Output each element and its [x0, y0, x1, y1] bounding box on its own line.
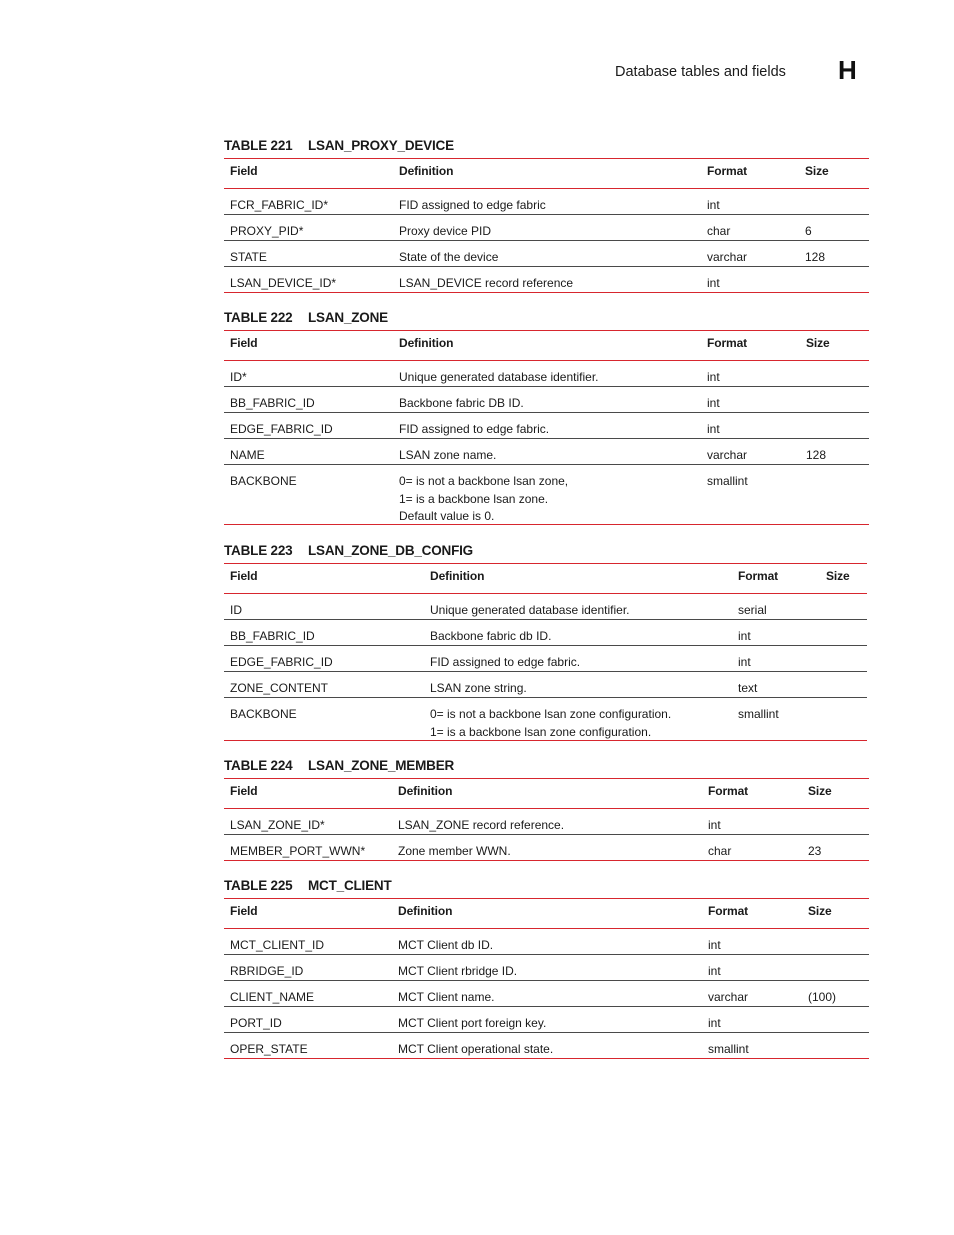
cell-format: smallint [738, 707, 779, 721]
table-grid [224, 898, 869, 1059]
cell-definition: MCT Client operational state. [398, 1042, 554, 1056]
cell-field: CLIENT_NAME [230, 990, 315, 1004]
column-header-field: Field [230, 569, 258, 583]
table-number: TABLE 223 [224, 543, 293, 558]
table-mct-client [224, 878, 869, 1059]
cell-format: int [708, 964, 721, 978]
table-number: TABLE 222 [224, 310, 293, 325]
column-header-size: Size [808, 784, 832, 798]
cell-field: ZONE_CONTENT [230, 681, 329, 695]
cell-format: text [738, 681, 758, 695]
cell-field: NAME [230, 448, 265, 462]
column-header-field: Field [230, 336, 258, 350]
column-header-size: Size [826, 569, 850, 583]
cell-format: varchar [708, 990, 749, 1004]
cell-definition: Unique generated database identifier. [430, 603, 630, 617]
cell-definition: Zone member WWN. [398, 844, 511, 858]
column-header-size: Size [805, 164, 829, 178]
table-row [224, 593, 867, 619]
table-row [224, 697, 867, 740]
table-lsan-zone-member [224, 758, 869, 861]
appendix-letter: H [838, 55, 857, 85]
table-grid [224, 778, 869, 861]
cell-definition: MCT Client db ID. [398, 938, 494, 952]
cell-definition: 0= is not a backbone lsan zone, 1= is a backbone lsan zone. Default value is 0. [399, 474, 569, 523]
table-row [224, 1032, 869, 1058]
cell-format: int [707, 396, 720, 410]
column-header-format: Format [707, 164, 748, 178]
table-row [224, 214, 869, 240]
cell-definition: MCT Client port foreign key. [398, 1016, 547, 1030]
column-header-format: Format [738, 569, 779, 583]
cell-field: ID* [230, 370, 247, 384]
cell-field: PROXY_PID* [230, 224, 304, 238]
table-header-row [224, 331, 869, 360]
table-caption [224, 138, 869, 158]
cell-field: STATE [230, 250, 267, 264]
table-lsan-zone-db-config [224, 543, 867, 741]
table-name: LSAN_ZONE [308, 310, 388, 325]
table-row [224, 188, 869, 214]
cell-definition: Backbone fabric db ID. [430, 629, 552, 643]
table-grid [224, 330, 869, 525]
cell-definition: LSAN zone string. [430, 681, 527, 695]
table-name: LSAN_PROXY_DEVICE [308, 138, 454, 153]
table-header-row [224, 899, 869, 928]
cell-definition: LSAN zone name. [399, 448, 497, 462]
table-row [224, 386, 869, 412]
table-caption [224, 310, 869, 330]
cell-definition: LSAN_ZONE record reference. [398, 818, 565, 832]
cell-size: 23 [808, 844, 822, 858]
table-header-row [224, 779, 869, 808]
table-row [224, 619, 867, 645]
table-row [224, 1006, 869, 1032]
table-row [224, 360, 869, 386]
cell-format: int [707, 198, 720, 212]
cell-format: int [708, 938, 721, 952]
table-row [224, 240, 869, 266]
table-row [224, 928, 869, 954]
cell-field: PORT_ID [230, 1016, 282, 1030]
cell-field: BB_FABRIC_ID [230, 629, 315, 643]
cell-definition: Proxy device PID [399, 224, 492, 238]
cell-definition: Unique generated database identifier. [399, 370, 599, 384]
column-header-field: Field [230, 904, 258, 918]
cell-field: BB_FABRIC_ID [230, 396, 315, 410]
column-header-format: Format [708, 904, 749, 918]
cell-field: ID [230, 603, 242, 617]
cell-definition: State of the device [399, 250, 499, 264]
cell-field: BACKBONE [230, 474, 297, 488]
cell-format: int [708, 818, 721, 832]
cell-format: int [707, 276, 720, 290]
cell-format: char [708, 844, 732, 858]
cell-field: EDGE_FABRIC_ID [230, 655, 333, 669]
cell-definition: 0= is not a backbone lsan zone configuration. 1= is a backbone lsan zone configuration. [430, 707, 672, 739]
column-header-definition: Definition [399, 336, 454, 350]
cell-format: varchar [707, 250, 748, 264]
cell-definition: MCT Client rbridge ID. [398, 964, 518, 978]
column-header-size: Size [806, 336, 830, 350]
table-number: TABLE 225 [224, 878, 293, 893]
table-caption [224, 543, 867, 563]
table-row [224, 645, 867, 671]
table-lsan-proxy-device [224, 138, 869, 293]
column-header-format: Format [708, 784, 749, 798]
cell-field: RBRIDGE_ID [230, 964, 304, 978]
cell-field: LSAN_ZONE_ID* [230, 818, 325, 832]
cell-format: int [707, 370, 720, 384]
table-name: MCT_CLIENT [308, 878, 392, 893]
cell-definition: FID assigned to edge fabric. [430, 655, 581, 669]
cell-format: int [707, 422, 720, 436]
table-grid [224, 563, 867, 741]
table-row [224, 438, 869, 464]
running-header-title: Database tables and fields [615, 64, 786, 80]
column-header-definition: Definition [399, 164, 454, 178]
cell-format: smallint [708, 1042, 749, 1056]
cell-format: int [708, 1016, 721, 1030]
column-header-field: Field [230, 164, 258, 178]
column-header-definition: Definition [430, 569, 485, 583]
table-row [224, 412, 869, 438]
cell-definition: LSAN_DEVICE record reference [399, 276, 574, 290]
cell-format: int [738, 629, 751, 643]
table-number: TABLE 221 [224, 138, 293, 153]
table-row [224, 808, 869, 834]
column-header-definition: Definition [398, 904, 453, 918]
cell-definition: FID assigned to edge fabric [399, 198, 546, 212]
column-header-definition: Definition [398, 784, 453, 798]
table-row [224, 980, 869, 1006]
table-header-row [224, 159, 869, 188]
cell-format: char [707, 224, 731, 238]
cell-field: LSAN_DEVICE_ID* [230, 276, 337, 290]
table-number: TABLE 224 [224, 758, 293, 773]
cell-field: FCR_FABRIC_ID* [230, 198, 329, 212]
table-name: LSAN_ZONE_MEMBER [308, 758, 455, 773]
column-header-size: Size [808, 904, 832, 918]
table-row [224, 464, 869, 524]
cell-format: smallint [707, 474, 748, 488]
cell-field: OPER_STATE [230, 1042, 308, 1056]
table-grid [224, 158, 869, 293]
cell-definition: FID assigned to edge fabric. [399, 422, 550, 436]
cell-size: (100) [808, 990, 837, 1004]
table-row [224, 671, 867, 697]
column-header-format: Format [707, 336, 748, 350]
cell-field: MEMBER_PORT_WWN* [230, 844, 366, 858]
cell-field: BACKBONE [230, 707, 297, 721]
cell-definition: MCT Client name. [398, 990, 495, 1004]
cell-format: varchar [707, 448, 748, 462]
table-lsan-zone [224, 310, 869, 525]
table-caption [224, 758, 869, 778]
cell-format: serial [738, 603, 767, 617]
table-row [224, 266, 869, 292]
table-header-row [224, 564, 867, 593]
cell-size: 6 [805, 224, 812, 238]
cell-field: EDGE_FABRIC_ID [230, 422, 333, 436]
table-row [224, 954, 869, 980]
table-row [224, 834, 869, 860]
cell-format: int [738, 655, 751, 669]
cell-definition: Backbone fabric DB ID. [399, 396, 524, 410]
table-name: LSAN_ZONE_DB_CONFIG [308, 543, 473, 558]
cell-field: MCT_CLIENT_ID [230, 938, 325, 952]
column-header-field: Field [230, 784, 258, 798]
cell-size: 128 [805, 250, 826, 264]
cell-size: 128 [806, 448, 827, 462]
table-caption [224, 878, 869, 898]
